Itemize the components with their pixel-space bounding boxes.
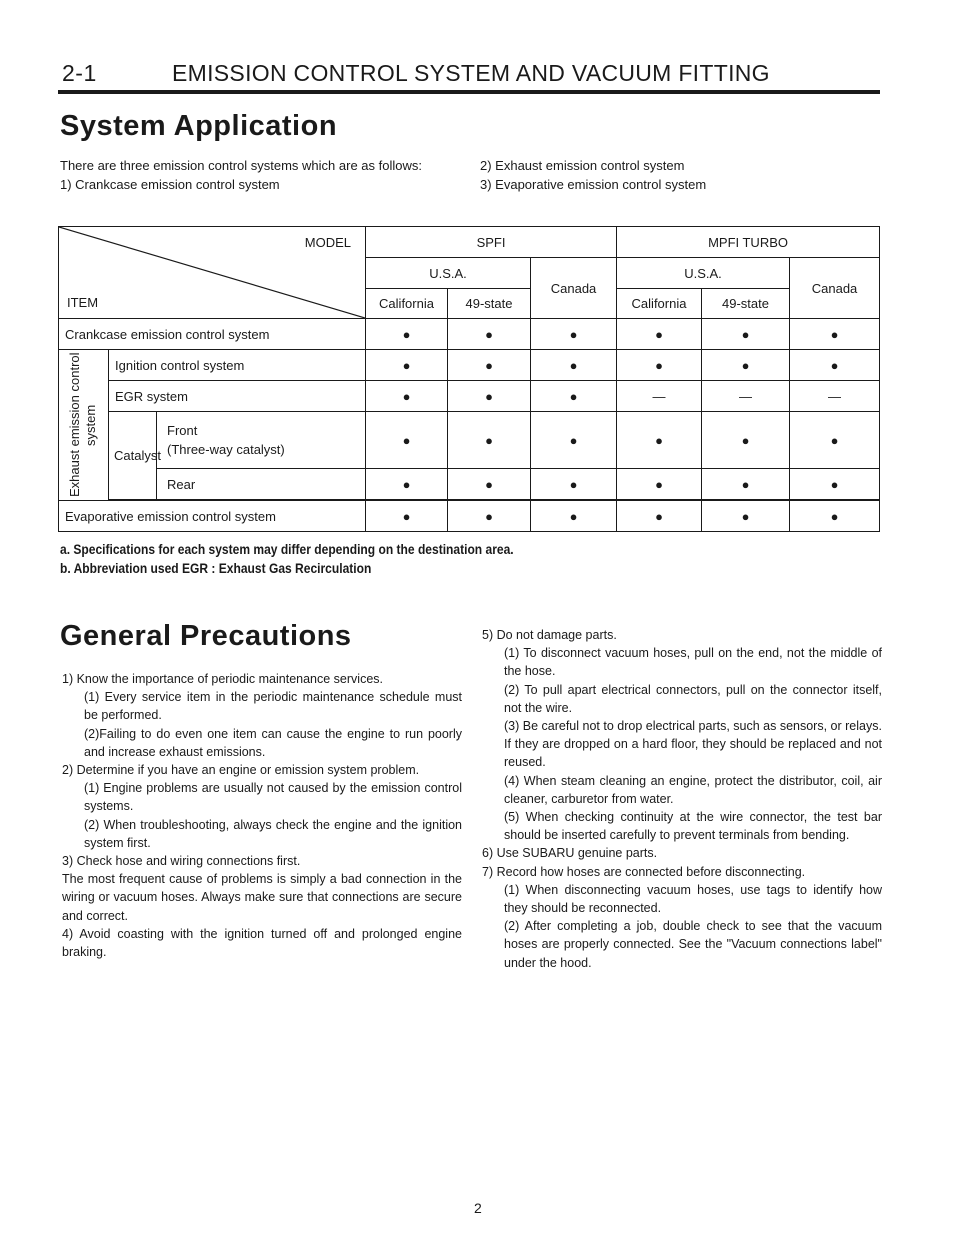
section-number: 2-1	[62, 60, 97, 86]
note-a: a. Specifications for each system may differ depending on the destination area.	[60, 541, 514, 557]
cell-value: ●	[366, 319, 448, 350]
intro-line: 2) Exhaust emission control system	[480, 158, 685, 173]
table-corner-cell	[59, 227, 366, 319]
row-label: Front (Three-way catalyst)	[157, 412, 366, 469]
cell-value: ●	[790, 501, 880, 532]
precaution-subitem: (4) When steam cleaning an engine, protect the distributor, coil, air cleaner, carburetor from water.	[504, 773, 882, 806]
table-row	[59, 469, 880, 500]
mpfi-turbo-header: MPFI TURBO	[617, 227, 880, 258]
cell-value: ●	[617, 319, 702, 350]
table-row	[59, 412, 880, 469]
cell-value: ●	[790, 319, 880, 350]
cell-value: ●	[531, 350, 617, 381]
general-precautions-heading: General Precautions	[60, 620, 352, 652]
page-number: 2	[474, 1200, 482, 1216]
spfi-canada-header: Canada	[531, 258, 617, 319]
precaution-subitem: (3) Be careful not to drop electrical parts, such as sensors, or relays.	[504, 719, 882, 734]
spfi-header: SPFI	[366, 227, 617, 258]
intro-line: 3) Evaporative emission control system	[480, 177, 707, 192]
precaution-subitem: (1) Engine problems are usually not caused by the emission control systems.	[84, 781, 462, 814]
precaution-item: 6) Use SUBARU genuine parts.	[482, 846, 658, 861]
mpfi-49state-header: 49-state	[702, 289, 790, 319]
intro-right	[480, 156, 706, 194]
cell-value: ●	[366, 469, 448, 500]
cell-value: ●	[531, 501, 617, 532]
cell-value: —	[790, 381, 880, 412]
spfi-california-header: California	[366, 289, 448, 319]
precaution-subitem: (5) When checking continuity at the wire connector, the test bar should be inserted carefully to prevent terminals from bending.	[504, 810, 882, 843]
intro-line: 1) Crankcase emission control system	[60, 177, 280, 192]
precautions-right-column	[482, 626, 882, 972]
cell-value: ●	[790, 469, 880, 500]
cell-value: ●	[448, 381, 531, 412]
table-row	[59, 350, 880, 381]
header-rule	[58, 90, 880, 94]
cell-value: ●	[531, 319, 617, 350]
exhaust-group-label: Exhaust emission control system	[66, 352, 98, 498]
cell-value: —	[702, 381, 790, 412]
cell-value: ●	[617, 469, 702, 500]
precautions-left-column	[62, 670, 462, 961]
cell-value: ●	[531, 469, 617, 500]
cell-value: ●	[790, 412, 880, 469]
mpfi-california-header: California	[617, 289, 702, 319]
precaution-subitem: (2) When troubleshooting, always check the engine and the ignition system first.	[84, 817, 462, 850]
cell-value: ●	[617, 412, 702, 469]
cell-value: ●	[702, 469, 790, 500]
model-label: MODEL	[304, 235, 352, 250]
row-label: Evaporative emission control system	[59, 501, 366, 532]
cell-value: ●	[366, 350, 448, 381]
mpfi-canada-header: Canada	[790, 258, 880, 319]
intro-left	[60, 156, 422, 194]
table-row	[59, 319, 880, 350]
precaution-text: The most frequent cause of problems is simply a bad connection in the wiring or vacuum hoses. Always make sure that connections are secure and correct.	[62, 872, 462, 923]
precaution-subitem: (1) Every service item in the periodic maintenance schedule must be performed.	[84, 690, 462, 723]
exhaust-group-cell	[59, 350, 109, 501]
precaution-subitem: (1) When disconnecting vacuum hoses, use tags to identify how they should be reconnected.	[504, 882, 882, 916]
table-row	[59, 381, 880, 412]
spfi-49state-header: 49-state	[448, 289, 531, 319]
page-header-title: EMISSION CONTROL SYSTEM AND VACUUM FITTING	[172, 60, 770, 86]
cell-value: ●	[617, 350, 702, 381]
cell-value: —	[617, 381, 702, 412]
row-label: Rear	[157, 469, 366, 500]
cell-value: ●	[448, 412, 531, 469]
cell-value: ●	[702, 319, 790, 350]
precaution-item: 1) Know the importance of periodic maintenance services.	[62, 672, 383, 686]
row-label: EGR system	[109, 381, 366, 412]
cell-value: ●	[448, 469, 531, 500]
item-label: ITEM	[67, 295, 99, 310]
cell-value: ●	[531, 412, 617, 469]
precaution-item: 2) Determine if you have an engine or emission system problem.	[62, 763, 420, 778]
cell-value: ●	[702, 501, 790, 532]
cell-value: ●	[366, 412, 448, 469]
row-label: Crankcase emission control system	[59, 319, 366, 350]
spfi-usa-header: U.S.A.	[366, 258, 531, 289]
precaution-subitem: If they are dropped on a hard floor, they should be replaced and not reused.	[504, 737, 882, 770]
precaution-subitem: (1) To disconnect vacuum hoses, pull on the end, not the middle of the hose.	[504, 646, 882, 679]
row-label: Ignition control system	[109, 350, 366, 381]
precaution-item: 3) Check hose and wiring connections first.	[62, 854, 301, 869]
catalyst-label: Catalyst	[109, 412, 157, 500]
precaution-subitem: (2) To pull apart electrical connectors, pull on the connector itself, not the wire.	[504, 682, 882, 715]
cell-value: ●	[531, 381, 617, 412]
system-application-table	[58, 226, 880, 532]
cell-value: ●	[448, 319, 531, 350]
cell-value: ●	[702, 350, 790, 381]
precaution-item: 7) Record how hoses are connected before disconnecting.	[482, 864, 806, 879]
precaution-item: 4) Avoid coasting with the ignition turned off and prolonged engine braking.	[62, 926, 462, 960]
cell-value: ●	[702, 412, 790, 469]
cell-value: ●	[617, 501, 702, 532]
system-application-heading: System Application	[60, 110, 338, 142]
mpfi-usa-header: U.S.A.	[617, 258, 790, 289]
cell-value: ●	[790, 350, 880, 381]
precaution-subitem: (2)Failing to do even one item can cause the engine to run poorly and increase exhaust emissions.	[84, 726, 462, 759]
cell-value: ●	[448, 350, 531, 381]
cell-value: ●	[448, 501, 531, 532]
table-row	[59, 501, 880, 532]
intro-line: There are three emission control systems which are as follows:	[60, 158, 422, 173]
precaution-subitem: (2) After completing a job, double check to see that the vacuum hoses are properly connected. See the "Vacuum connections label" under the hood.	[504, 919, 882, 970]
note-b: b. Abbreviation used EGR : Exhaust Gas Recirculation	[60, 560, 372, 576]
cell-value: ●	[366, 501, 448, 532]
table-notes	[60, 540, 514, 578]
cell-value: ●	[366, 381, 448, 412]
precaution-item: 5) Do not damage parts.	[482, 628, 617, 642]
